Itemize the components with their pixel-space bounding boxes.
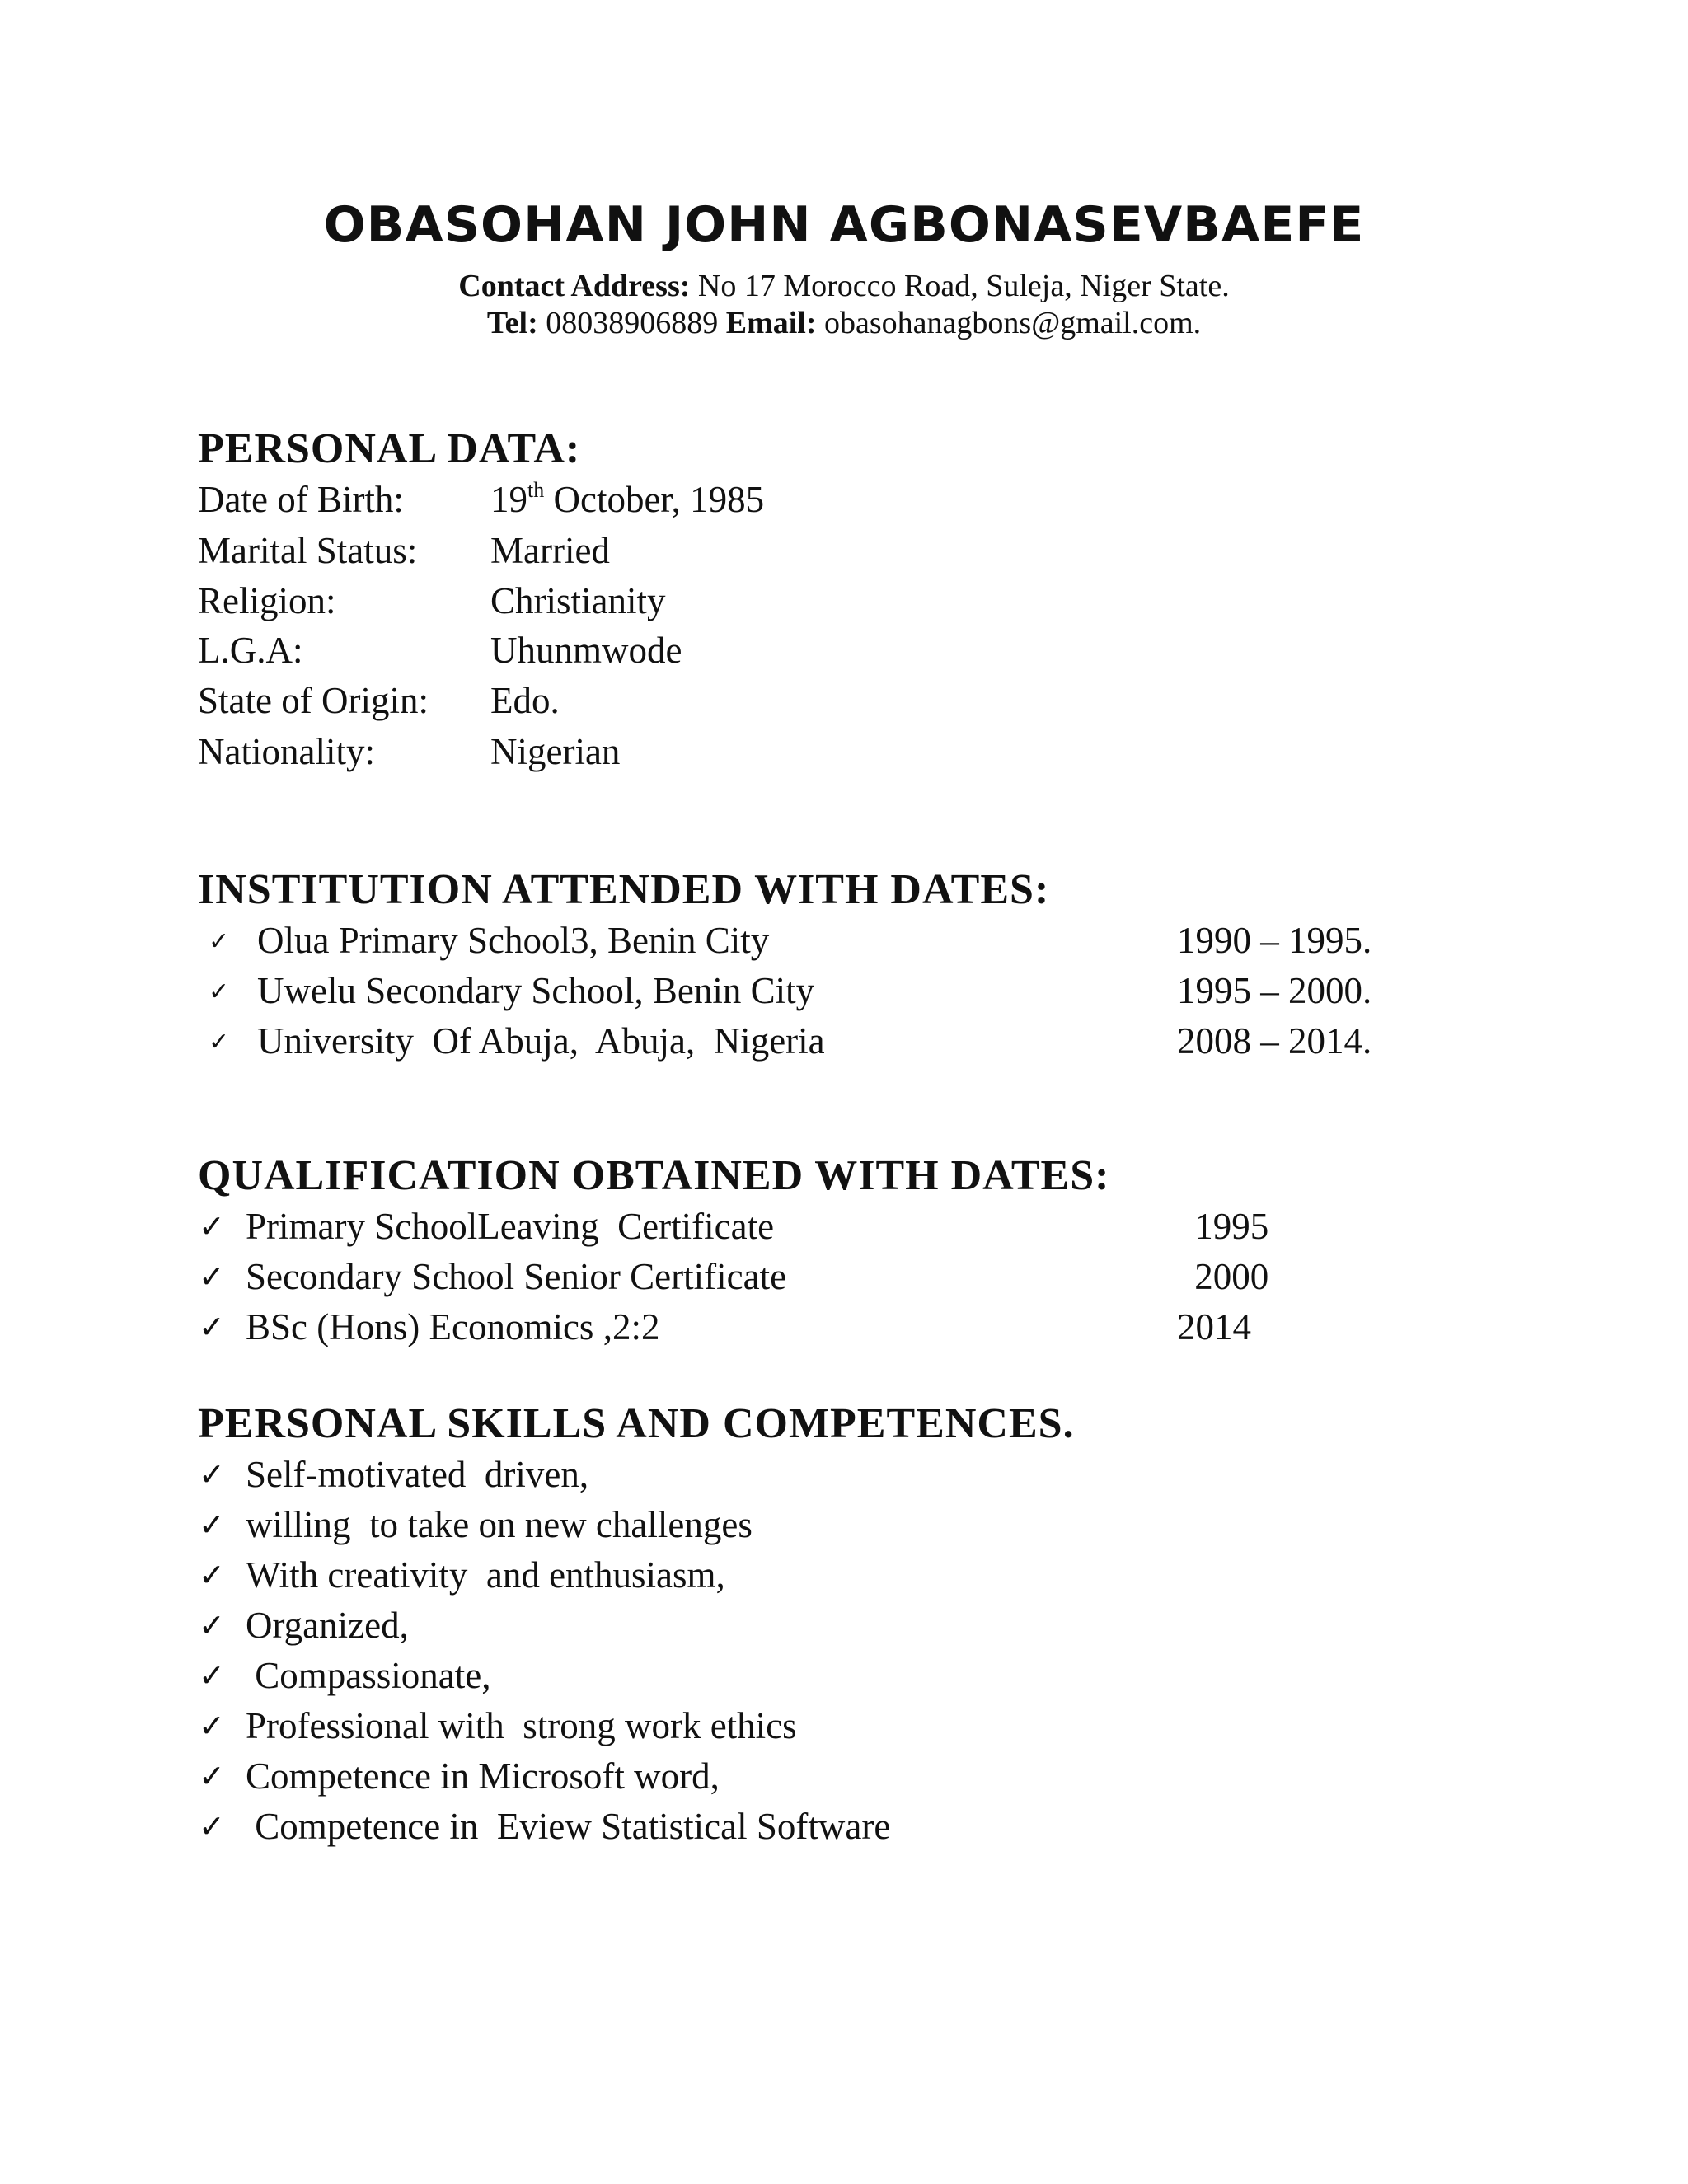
- institution-name: Uwelu Secondary School, Benin City: [257, 970, 815, 1011]
- check-icon: ✓: [199, 1208, 225, 1244]
- dob-day: 19: [490, 479, 528, 520]
- institution-item: [0, 969, 1688, 1015]
- institution-item: [0, 1019, 1688, 1066]
- check-icon: ✓: [199, 1758, 225, 1794]
- skill-item: [0, 1755, 1688, 1801]
- contact-phone-email-line: [0, 305, 1688, 341]
- lga-value: Uhunmwode: [490, 630, 682, 671]
- nationality-value: Nigerian: [490, 731, 621, 772]
- qualification-name: Secondary School Senior Certificate: [246, 1256, 787, 1297]
- tel-label: Tel:: [486, 306, 538, 340]
- check-icon: ✓: [199, 1557, 225, 1593]
- skill-text: With creativity and enthusiasm,: [246, 1554, 725, 1596]
- qualification-item: [0, 1255, 1688, 1301]
- qualification-name: BSc (Hons) Economics ,2:2: [246, 1306, 660, 1347]
- qualification-item: [0, 1305, 1688, 1352]
- skill-text: Self-motivated driven,: [246, 1454, 589, 1495]
- check-icon: ✓: [209, 1028, 230, 1057]
- institution-name: University Of Abuja, Abuja, Nigeria: [257, 1020, 825, 1062]
- check-icon: ✓: [199, 1507, 225, 1543]
- religion-value: Christianity: [490, 580, 666, 621]
- skill-item: [0, 1654, 1688, 1700]
- check-icon: ✓: [209, 977, 230, 1006]
- state-label: State of Origin:: [198, 680, 429, 721]
- religion-label: Religion:: [198, 580, 336, 621]
- state-value: Edo.: [490, 680, 560, 721]
- skill-text: Compassionate,: [246, 1655, 491, 1696]
- address-value: No 17 Morocco Road, Suleja, Niger State.: [697, 269, 1230, 303]
- check-icon: ✓: [199, 1456, 225, 1493]
- institution-dates: 1990 – 1995.: [1177, 920, 1372, 961]
- dob-suffix: th: [528, 478, 545, 502]
- skill-text: Competence in Eview Statistical Software: [246, 1806, 891, 1847]
- tel-value: 08038906889: [546, 306, 719, 340]
- email-value: obasohanagbons@gmail.com.: [824, 306, 1202, 340]
- applicant-name: OBASOHAN JOHN AGBONASEVBAEFE: [323, 196, 1365, 254]
- qualification-year: 1995: [1185, 1206, 1269, 1247]
- check-icon: ✓: [209, 927, 230, 956]
- skill-text: Competence in Microsoft word,: [246, 1755, 720, 1797]
- skill-item: [0, 1805, 1688, 1851]
- institution-item: [0, 919, 1688, 965]
- personal-data-heading: PERSONAL DATA:: [198, 425, 581, 472]
- lga-label: L.G.A:: [198, 630, 303, 671]
- check-icon: ✓: [199, 1258, 225, 1295]
- check-icon: ✓: [199, 1657, 225, 1694]
- skill-item: [0, 1704, 1688, 1750]
- institution-dates: 1995 – 2000.: [1177, 970, 1372, 1011]
- dob-value: [490, 478, 764, 521]
- skill-item: [0, 1503, 1688, 1549]
- address-label: Contact Address:: [458, 269, 691, 303]
- skill-text: Organized,: [246, 1605, 409, 1646]
- institution-dates: 2008 – 2014.: [1177, 1020, 1372, 1062]
- skill-item: [0, 1604, 1688, 1650]
- institution-name: Olua Primary School3, Benin City: [257, 920, 770, 961]
- check-icon: ✓: [199, 1607, 225, 1643]
- skill-text: Professional with strong work ethics: [246, 1705, 797, 1746]
- skill-text: willing to take on new challenges: [246, 1504, 753, 1545]
- qualification-name: Primary SchoolLeaving Certificate: [246, 1206, 775, 1247]
- contact-address-line: [0, 268, 1688, 304]
- nationality-label: Nationality:: [198, 731, 375, 772]
- skills-heading: PERSONAL SKILLS AND COMPETENCES.: [198, 1400, 1075, 1447]
- dob-label: Date of Birth:: [198, 479, 404, 520]
- check-icon: ✓: [199, 1708, 225, 1744]
- institutions-heading: INSTITUTION ATTENDED WITH DATES:: [198, 866, 1050, 913]
- qualification-item: [0, 1205, 1688, 1251]
- skill-item: [0, 1453, 1688, 1499]
- dob-rest: October, 1985: [544, 479, 765, 520]
- check-icon: ✓: [199, 1808, 225, 1844]
- check-icon: ✓: [199, 1309, 225, 1345]
- qualification-year: 2000: [1185, 1256, 1269, 1297]
- qualifications-heading: QUALIFICATION OBTAINED WITH DATES:: [198, 1152, 1110, 1199]
- marital-value: Married: [490, 530, 610, 571]
- email-label: Email:: [725, 306, 817, 340]
- qualification-year: 2014: [1177, 1306, 1251, 1347]
- marital-label: Marital Status:: [198, 530, 418, 571]
- skill-item: [0, 1554, 1688, 1600]
